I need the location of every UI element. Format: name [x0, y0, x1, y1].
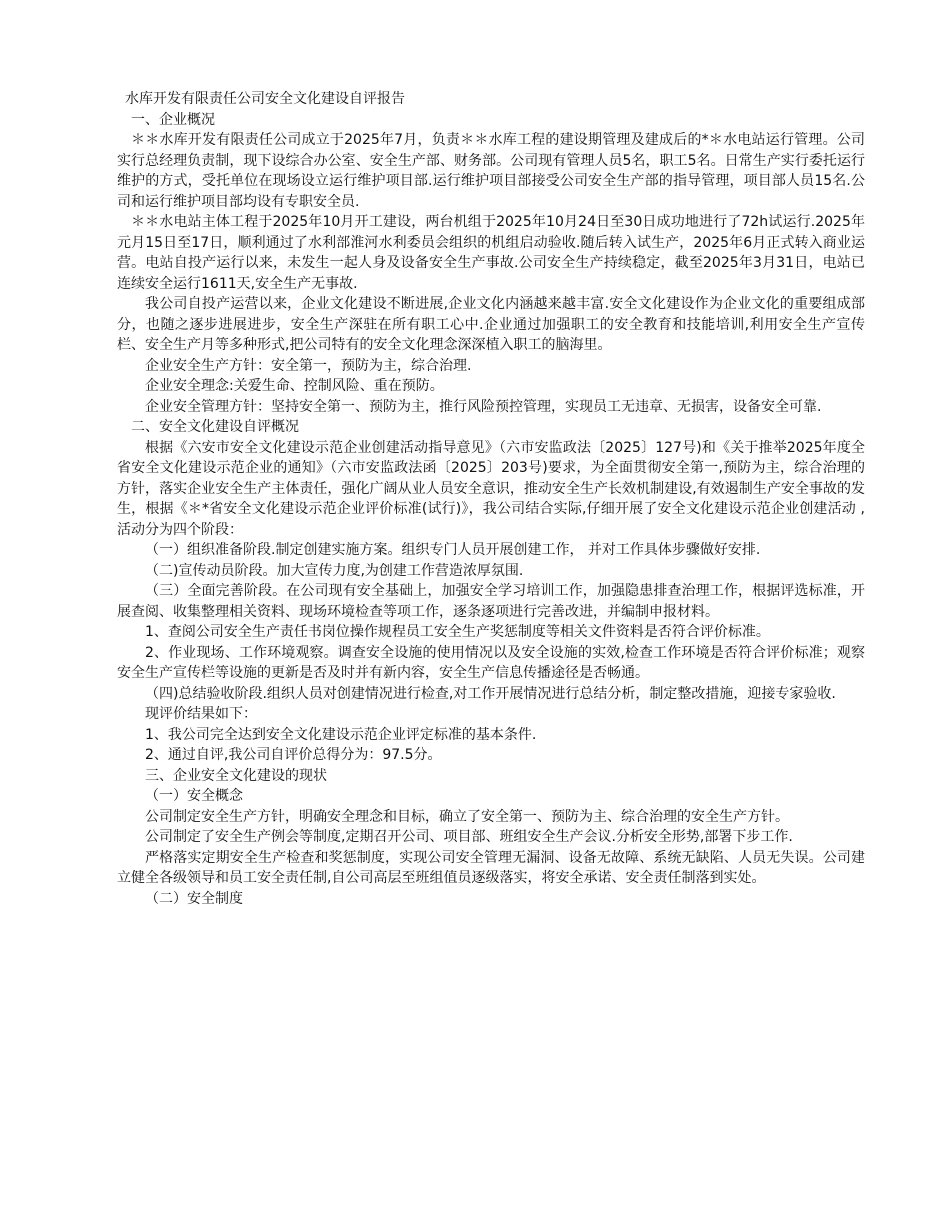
- document-title: 水库开发有限责任公司安全文化建设自评报告: [125, 91, 405, 107]
- document-page: [117, 89, 865, 909]
- paragraph: 公司制定安全生产方针，明确安全理念和目标，确立了安全第一、预防为主、综合治理的安全生产方针。: [145, 808, 789, 825]
- paragraph: 严格落实定期安全生产检查和奖惩制度，实现公司安全管理无漏洞、设备无故障、系统无缺陷、人员无失误。公司建立健全各级领导和员工安全责任制,自公司高层至班组值员逐级落实，将安全承诺、安全责任制落到实处。: [117, 849, 865, 886]
- paragraph: ＊＊水库开发有限责任公司成立于2025年7月，负责＊＊水库工程的建设期管理及建成后的*＊水电站运行管理。公司实行总经理负责制，现下设综合办公室、安全生产部、财务部。公司现有管理人员5名，职工5名。日常生产实行委托运行维护的方式，受托单位在现场设立运行维护项目部.运行维护项目部接受公司安全生产部的指导管理，项目部人员15名.公司和运行维护项目部均设有专职安全员.: [117, 132, 865, 210]
- paragraph: 企业安全生产方针：安全第一，预防为主，综合治理.: [145, 357, 472, 374]
- paragraph: ＊＊水电站主体工程于2025年10月开工建设，两台机组于2025年10月24日至30日成功地进行了72h试运行.2025年元月15日至17日，顺利通过了水利部淮河水利委员会组织的机组启动验收.随后转入试生产，2025年6月正式转入商业运营。电站自投产运行以来，未发生一起人身及设备安全生产事故.公司安全生产持续稳定，截至2025年3月31日，电站已连续安全运行1611天,安全生产无事故.: [117, 214, 865, 292]
- paragraph: 1、查阅公司安全生产责任书岗位操作规程员工安全生产奖惩制度等相关文件资料是否符合评价标准。: [145, 624, 770, 640]
- paragraph: 我公司自投产运营以来，企业文化建设不断进展,企业文化内涵越来越丰富.安全文化建设作为企业文化的重要组成部分，也随之逐步进展进步，安全生产深驻在所有职工心中.企业通过加强职工的安全教育和技能培训,利用安全生产宣传栏、安全生产月等多种形式,把公司特有的安全文化理念深深植入职工的脑海里。: [117, 296, 865, 353]
- paragraph: （二）安全制度: [145, 890, 243, 907]
- paragraph: 三、企业安全文化建设的现状: [145, 767, 327, 784]
- paragraph: 现评价结果如下：: [145, 706, 257, 722]
- document-body: [117, 110, 865, 910]
- paragraph: （二)宣传动员阶段。加大宣传力度,为创建工作营造浓厚氛围.: [145, 562, 524, 579]
- paragraph: （三）全面完善阶段。在公司现有安全基础上，加强安全学习培训工作，加强隐患排查治理工作，根据评选标准，开展查阅、收集整理相关资料、现场环境检查等项工作，逐条逐项进行完善改进，并编制申报材料。: [117, 583, 865, 620]
- paragraph: 企业安全管理方针：坚持安全第一、预防为主，推行风险预控管理，实现员工无违章、无损害，设备安全可靠.: [145, 398, 822, 415]
- paragraph: 根据《六安市安全文化建设示范企业创建活动指导意见》（六市安监政法〔2025〕127号)和《关于推举2025年度全省安全文化建设示范企业的通知》（六市安监政法函〔2025〕203号)要求，为全面贯彻安全第一,预防为主，综合治理的方针，落实企业安全生产主体责任，强化广阔从业人员安全意识，推动安全生产长效机制建设,有效遏制生产安全事故的发生，根据《＊*省安全文化建设示范企业评价标准(试行)》，我公司结合实际,仔细开展了安全文化建设示范企业创建活动 ,活动分为四个阶段：: [117, 439, 865, 538]
- paragraph: （一）组织准备阶段.制定创建实施方案。组织专门人员开展创建工作， 并对工作具体步骤做好安排.: [145, 542, 761, 558]
- paragraph: 2、通过自评,我公司自评价总得分为：97.5分。: [145, 747, 442, 763]
- paragraph: （一）安全概念: [145, 788, 243, 804]
- paragraph: 二、安全文化建设自评概况: [131, 419, 299, 435]
- paragraph: 企业安全理念:关爱生命、控制风险、重在预防。: [145, 378, 444, 394]
- paragraph: 1、我公司完全达到安全文化建设示范企业评定标准的基本条件.: [145, 726, 537, 743]
- paragraph: 公司制定了安全生产例会等制度,定期召开公司、项目部、班组安全生产会议.分析安全形势,部署下步工作.: [145, 829, 793, 845]
- paragraph: 一、企业概况: [131, 111, 215, 128]
- paragraph: 2、作业现场、工作环境观察。调查安全设施的使用情况以及安全设施的实效,检查工作环境是否符合评价标准；观察安全生产宣传栏等设施的更新是否及时并有新内容，安全生产信息传播途径是否畅通。: [117, 644, 865, 681]
- paragraph: （四)总结验收阶段.组织人员对创建情况进行检查,对工作开展情况进行总结分析，制定整改措施，迎接专家验收.: [145, 685, 836, 702]
